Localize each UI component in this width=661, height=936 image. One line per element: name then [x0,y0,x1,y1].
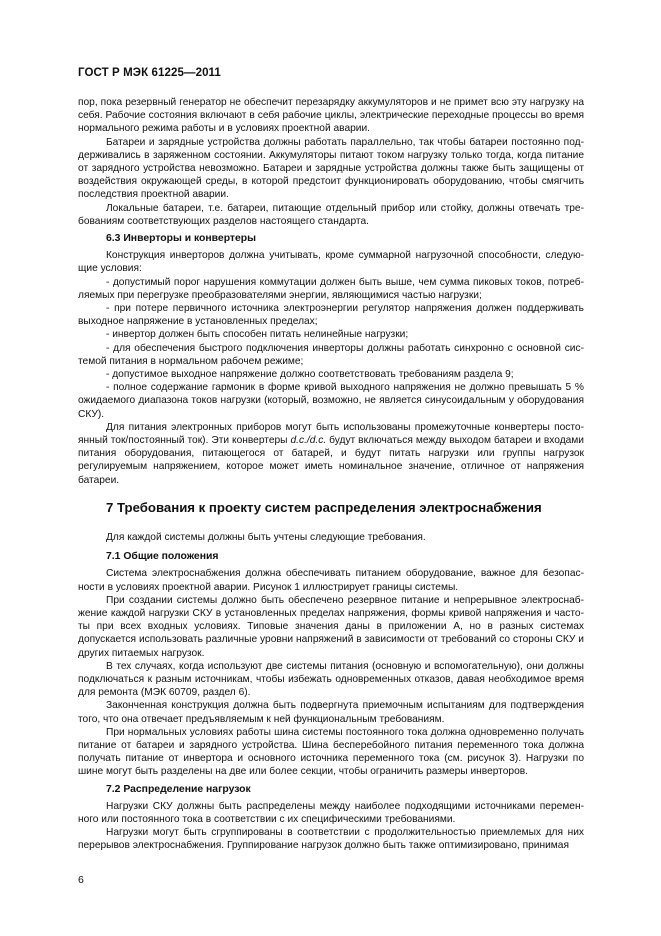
list-item: - допустимый порог нарушения коммутации должен быть выше, чем сумма пиковых токов, потребляемых при перегрузке преобразователями энергии, являющимися частью нагрузки; [78,276,584,301]
list-item: - для обеспечения быстрого подключения инверторы должны работать синхронно с основной системой питания в нормальном рабочем режиме; [78,342,584,367]
paragraph: Локальные батареи, т.е. батареи, питающие отдельный прибор или стойку, должны отвечать требованиям соответствующих разделов настоящего стандарта. [78,202,584,227]
subsection-heading-6-3: 6.3 Инверторы и конвертеры [106,233,257,245]
paragraph: Конструкция инверторов должна учитывать, кроме суммарной нагрузочной способности, следующие условия: [78,250,584,275]
list-item: - допустимое выходное напряжение должно соответствовать требованиям раздела 9; [106,369,514,381]
paragraph: В тех случаях, когда используют две системы питания (основную и вспомогательную), они должны подключаться к разным источникам, чтобы избежать одновременных отказов, давая необходимое время для ремонта (МЭК 60709, раздел 6). [78,660,584,699]
page-header: ГОСТ Р МЭК 61225—2011 [78,67,221,79]
list-item: - полное содержание гармоник в форме кривой выходного напряжения не должно превышать 5 % ожидаемого диапазона токов нагрузки (который, возможно, не является синусоидальным у оборудования СКУ). [78,382,584,420]
paragraph: пор, пока резервный генератор не обеспечит перезарядку аккумуляторов и не примет всю эту нагрузку на себя. Рабочие состояния включают в себя рабочие циклы, электрические переходные процессы во время нормального режима работы и в условиях проектной аварии. [78,97,584,135]
subsection-heading-7-2: 7.2 Распределение нагрузок [106,783,251,795]
italic-term: d.c./d.c. [290,435,327,447]
text-run: Для питания электронных приборов могут быть использованы промежуточные конвертеры постоянный ток/постоянный ток). Эти конвертеры [78,421,584,447]
page-number: 6 [78,874,84,886]
section-heading-7: 7 Требования к проекту систем распределения электроснабжения [106,499,542,515]
paragraph: Для каждой системы должны быть учтены следующие требования. [106,531,426,543]
page-body [78,96,584,853]
list-item: - инвертор должен быть способен питать нелинейные нагрузки; [106,329,409,341]
text-run: будут включаться между выходом батареи и входами питания оборудования, питающегося от батарей, и будут питать нагрузки или группы нагрузок регулируемым напряжением, которое может иметь номинальное значение, отличное от напряжения батареи. [78,435,584,486]
paragraph: Система электроснабжения должна обеспечивать питанием оборудование, важное для безопасности в условиях проектной аварии. Рисунок 1 иллюстрирует границы системы. [78,568,584,593]
subsection-heading-7-1: 7.1 Общие положения [106,551,219,563]
paragraph: Батареи и зарядные устройства должны работать параллельно, так чтобы батареи постоянно поддерживались в заряженном состоянии. Аккумуляторы питают током нагрузку только тогда, когда питание от зарядного устройства невозможно. Батареи и зарядные устройства должны также быть защищены от воздействия окружающей среды, в которой предстоит функционировать оборудованию, чтобы смягчить последствия проектной аварии. [78,136,584,201]
paragraph: Нагрузки могут быть сгруппированы в соответствии с продолжительностью приемлемых для них перерывов электроснабжения. Группирование нагрузок должно быть также оптимизировано, принимая [78,827,584,852]
paragraph: При нормальных условиях работы шина системы постоянного тока должна одновременно получать питание от батареи и зарядного устройства. Шина бесперебойного питания переменного тока должна получать питание от инвертора и основного источника переменного тока (см. рисунок 3). Нагрузки по шине могут быть разделены на две или более секции, чтобы ограничить размеры инверторов. [78,726,584,778]
paragraph: Законченная конструкция должна быть подвергнута приемочным испытаниям для подтверждения того, что она отвечает предъявляемым к ней функциональным требованиям. [78,700,584,725]
paragraph: При создании системы должно быть обеспечено резервное питание и непрерывное электроснабжение каждой нагрузки СКУ в установленных пределах напряжения, формы кривой напряжения и частоты при всех входных условиях. Типовые значения даны в приложении А, но в разных системах допускается использовать различные уровни напряжений в зависимости от требований со стороны СКУ и других питаемых нагрузок. [78,594,584,659]
paragraph [78,421,584,487]
paragraph: Нагрузки СКУ должны быть распределены между наиболее подходящими источниками переменного или постоянного тока в соответствии с их специфическими требованиями. [78,800,584,825]
list-item: - при потере первичного источника электроэнергии регулятор напряжения должен поддерживать выходное напряжение в установленных пределах; [78,303,584,328]
